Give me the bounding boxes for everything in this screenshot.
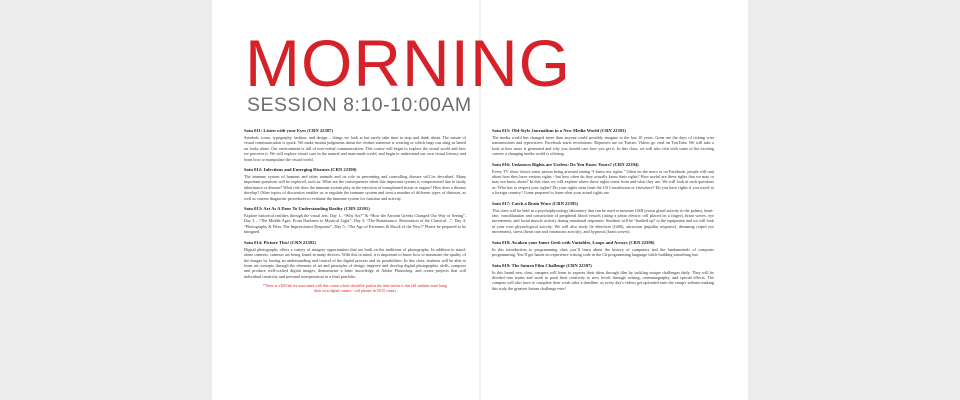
course-entry: [244, 240, 466, 279]
course-heading: Satu 013: Art As A Door To Understanding Reality (CRN 22391): [244, 206, 370, 212]
course-description: The immune system of humans and other animals and its role in preventing and controlling disease will be described. Many important questions will be explored, such as: What are the consequences when this important system is compromised due to faulty inheritance or disease? What role does the immune system play in the rejection of transplanted tissue or organs? How does a disease develop? Other topics of discussion enables us to regulate the immune system and treat a number of different types of diseases, as well as current diagnostic procedures to evaluate the immune system for function and activity.: [244, 174, 466, 201]
course-heading: Satu 019: The Saturn Film Challenge (CRN 22397): [492, 262, 592, 268]
right-column: [492, 128, 714, 296]
course-description: Explore historical realities through the visual arts. Day 1– “Why Art?” & “How the Ancient Greeks Changed Our Way of Seeing”, Day 2 – “The Middle Ages: From Darkness to Mystical Light”, Day 3: “The Renaissance, Restoration of the Classical…”, Day 4: “Photography & Film: The Impressionist Response”, Day 5: “The Age of Extremes & Shock of the New!” Please be prepared to be intrigued.: [244, 213, 466, 235]
course-entry: [244, 206, 466, 235]
course-description: In this introduction to programming class you’ll learn about the history of computers and the fundamentals of computer programming. You’ll get hands on experience writing code in the C# programming language while building something fun.: [492, 246, 714, 258]
course-heading: Satu 018: Awaken your Inner Geek with Variables, Loops and Arrays (CRN 22396): [492, 239, 655, 245]
course-heading: Satu 016: Unknown Rights are Useless: Do You Know Yours? (CRN 22394): [492, 161, 639, 167]
page-title: MORNING: [245, 26, 571, 100]
course-heading: Satu 011: Listen with your Eyes (CRN 22387): [244, 128, 333, 133]
course-heading: Satu 015: Old-Style Journalism in a New Media World (CRN 22393): [492, 128, 626, 133]
course-entry: [492, 128, 714, 157]
left-column: [244, 128, 466, 294]
course-entry: [492, 201, 714, 235]
course-description: Symbols, icons, typography, fashion, and design – things we look at but rarely take time to stop and think about. The nature of visual communication is quick. We make instant judgments about the clothes someone is wearing or which bags can sting us based on looks alone. Our environment is full of non-verbal communication. This course will begin to explore the visual world and how we perceive it. We will explore visual cues in the natural and man-made world, and begin to understand our own visual literacy and learn how to manipulate the visual world.: [244, 135, 466, 162]
course-entry: [492, 162, 714, 196]
course-heading: Satu 017: Catch a Brain Wave (CRN 22395): [492, 200, 579, 206]
note-line: their own digital camera - cell phones do NOT count): [314, 289, 396, 294]
course-entry: [244, 128, 466, 162]
course-description: The media world has changed more than anyone could possibly imagine in the last 10 years. Gone are the days of ticking wire transmissions and typewriters. Facebook starts revolutions. Reporters are on Twitter. Videos go viral on YouTube. We will take a look at how news is generated and why you should care how you get it. In this class, we will also visit with some of the exciting careers a changing media world is offering.: [492, 135, 714, 157]
course-entry: [244, 167, 466, 201]
session-subtitle: SESSION 8:10-10:00AM: [247, 94, 472, 116]
course-description: Every TV show shows some person being arrested stating “I know my rights.” Often on the news or on Facebook, people will rant about how they have various rights - but how often do they actually know their rights? How useful are these rights that we may or may not know about? In this class we will explore where those rights come from and what they are. We will look at such questions as: Who has to respect your rights? Do your rights stem from the US Constitution or elsewhere? Do you have rights if you travel to a foreign country? Come prepared to learn what your actual rights are.: [492, 168, 714, 196]
course-heading: Satu 012: Infectious and Emerging Diseases (CRN 22390): [244, 167, 357, 173]
course-entry: [492, 240, 714, 258]
course-description: In this brand new class, campers will learn to express their ideas through film by tackling unique challenges daily. They will be divided into teams and work to push their creativity to new levels through writing, cinematography, and special effects. The campers will also have to complete their work rider a deadline, as every day's videos get uploaded onto the camp's website making this truly the greatest Saturn challenge ever!: [492, 269, 714, 291]
course-description: This class will be held in a psychophysiology laboratory that can be used to measure GSR (sweat gland activity in the palms), heart-rate, vasodilatation and constriction of peripheral blood vessels (using a photo electric cell placed on a finger), brain waves, eye movements, and facial muscle activity during emotional responses. Students will be “hooked up” to the equipment and we will look at your own physiological activity. We will also study lie detection (GSR), attraction (pupillar response), dreaming (rapid eye movement), stress (heart rate and vasomotor activity), and hypnosis (brain waves).: [492, 207, 714, 235]
course-description: Digital photography offers a variety of imagery opportunities that are built on the traditions of photography. In addition to stand-alone cameras, cameras are being found in many devices. With this in mind, it is important to know how to maximize the quality of the images by having an understanding and control of the digital process and its possibilities. In this class, students will be able to learn art concepts through the elements of art and principles of design, improve and develop digital photographic skills, compose and produce well-crafted digital images, demonstrate a basic knowledge of Adobe Photoshop, and create projects that will individual creativity and personal interpretation in a final portfolio.: [244, 246, 466, 279]
course-entry: [492, 263, 714, 292]
course-heading: Satu 014: Picture This! (CRN 22392): [244, 239, 316, 245]
note-line: *There is a $20 lab fee associated with this course which should be paid at the time tuition is due (all students must bring: [262, 284, 447, 289]
lab-fee-note: [244, 284, 466, 294]
